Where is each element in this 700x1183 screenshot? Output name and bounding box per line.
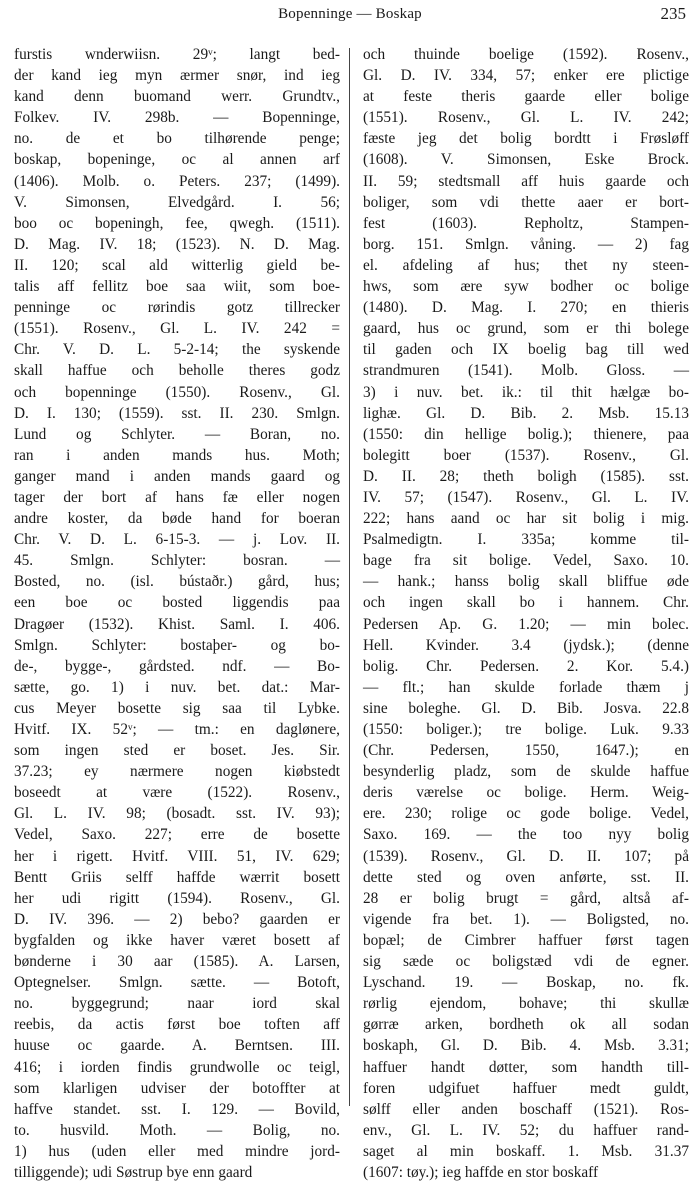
text-line: ran i anden mands hus. Moth;: [14, 446, 340, 464]
text-line: gaard, hus oc grund, som er thi bolege: [363, 320, 689, 338]
text-line: (1551). Rosenv., Gl. L. IV. 242 =: [14, 320, 340, 338]
page-number: 235: [660, 4, 686, 23]
text-line: 222; hans aand oc har sit bolig i mig.: [363, 510, 689, 528]
text-line: her i rigett. Hvitf. VIII. 51, IV. 629;: [14, 847, 340, 865]
text-line: (Chr. Pedersen, 1550, 1647.); en: [363, 742, 689, 760]
column-divider: [349, 48, 350, 1106]
text-line: Gl. L. IV. 98; (bosadt. sst. IV. 93);: [14, 805, 340, 823]
text-line: el. afdeling af hus; thet ny steen-: [363, 256, 689, 274]
text-line: penninge oc rørindis gotz tillrecker: [14, 299, 340, 317]
text-line: bolig. Chr. Pedersen. 2. Kor. 5.4.): [363, 657, 689, 675]
text-line: dette sted og oven anførte, sst. II.: [363, 868, 689, 886]
text-line: Hell. Kvinder. 3.4 (jydsk.); (denne: [363, 636, 689, 654]
text-line: haffuer handt døtter, som handth till-: [363, 1058, 689, 1076]
text-line: som klarligen udviser der botoffter at: [14, 1079, 340, 1097]
text-line: och thuinde boelige (1592). Rosenv.,: [363, 46, 689, 63]
text-line: (1607: tøy.); ieg haffde en stor boskaff: [363, 1163, 599, 1181]
text-line: Gl. D. IV. 334, 57; enker ere plictige: [363, 67, 689, 85]
text-line: II. 120; scal ald witterlig gield be-: [14, 256, 340, 274]
text-line: vigende fra bet. 1). — Boligsted, no.: [363, 910, 689, 928]
text-line: som ingen sted er boset. Jes. Sir.: [14, 742, 340, 760]
text-line: Vedel, Saxo. 227; erre de bosette: [14, 826, 340, 844]
text-line: Chr. V. D. L. 5-2-14; the syskende: [14, 341, 340, 359]
text-line: och bopenninge (1550). Rosenv., Gl.: [14, 383, 340, 401]
text-line: at feste theris gaarde eller bolige: [363, 88, 689, 106]
text-line: saget al min boskaff. 1. Msb. 31.37: [363, 1142, 689, 1160]
text-line: besynderlig pladz, som de skulde haffue: [363, 763, 689, 781]
text-line: (1406). Molb. o. Peters. 237; (1499).: [14, 172, 340, 190]
text-line: Bosted, no. (isl. bústaðr.) gård, hus;: [14, 573, 340, 591]
text-line: Smlgn. Schlyter: bostaþer- og bo-: [14, 636, 340, 654]
text-line: lighæ. Gl. D. Bib. 2. Msb. 15.13: [363, 404, 689, 422]
text-line: (1550: boliger.); tre bolige. Luk. 9.33: [363, 721, 689, 738]
text-line: Chr. V. D. L. 6-15-3. — j. Lov. II.: [14, 531, 340, 549]
text-line: een boe oc bosted liggendis paa: [14, 594, 340, 612]
text-line: 3) i nuv. bet. ik.: til thit hælgæ bo-: [363, 383, 689, 401]
text-line: IV. 57; (1547). Rosenv., Gl. L. IV.: [363, 488, 689, 506]
text-line: V. Simonsen, Elvedgård. I. 56;: [14, 193, 340, 211]
text-line: (1480). D. Mag. I. 270; en thieris: [363, 299, 689, 317]
text-line: 1) hus (uden eller med mindre jord-: [14, 1142, 340, 1160]
text-line: huuse oc gaarde. A. Berntsen. III.: [14, 1037, 340, 1055]
text-line: no. byggegrund; naar iord skal: [14, 995, 340, 1013]
text-line: 37.23; ey nærmere nogen kiøbstedt: [14, 763, 340, 781]
text-line: II. 59; stedtsmall aff huis gaarde och: [363, 172, 689, 190]
text-line: skall haffue och beholle theres godz: [14, 362, 340, 380]
text-line: bygfalden og ikke haver været bosett af: [14, 931, 340, 949]
text-line: to. husvild. Moth. — Bolig, no.: [14, 1121, 340, 1139]
text-line: Saxo. 169. — the too nyy bolig: [363, 826, 689, 844]
text-line: strandmuren (1541). Molb. Gloss. —: [363, 362, 689, 380]
text-line: 45. Smlgn. Schlyter: bosran. —: [14, 552, 340, 570]
text-line: bage fra sit bolige. Vedel, Saxo. 10.: [363, 552, 689, 570]
text-line: de-, bygge-, gårdsted. ndf. — Bo-: [14, 657, 340, 675]
text-line: Psalmedigtn. I. 335a; komme til-: [363, 531, 689, 549]
text-line: sætte, go. 1) i nuv. bet. dat.: Mar-: [14, 678, 340, 696]
text-line: boskaph, Gl. D. Bib. 4. Msb. 3.31;: [363, 1037, 689, 1055]
right-column: [363, 44, 689, 1181]
text-line: til gaden och IX boelig bag till wed: [363, 341, 689, 359]
text-line: D. II. 28; theth boligh (1585). sst.: [363, 467, 689, 485]
text-line: sine boleghe. Gl. D. Bib. Josva. 22.8: [363, 699, 689, 717]
text-line: boliger, som vdi thette aaer er bort-: [363, 193, 689, 211]
text-line: deris værelse oc bolige. Herm. Weig-: [363, 784, 689, 802]
text-line: hws, som ære syw bodher oc bolige: [363, 278, 689, 296]
text-line: no. de et bo tilhørende penge;: [14, 130, 340, 148]
text-line: gørræ arken, bordheth ok all sodan: [363, 1016, 689, 1034]
text-line: D. I. 130; (1559). sst. II. 230. Smlgn.: [14, 404, 340, 422]
text-line: tilliggende); udi Søstrup bye enn gaard: [14, 1163, 253, 1181]
text-line: Folkev. IV. 298b. — Bopenninge,: [14, 109, 340, 127]
text-line: Lund og Schlyter. — Boran, no.: [14, 425, 340, 443]
text-line: sølff eller anden boschaff (1521). Ros-: [363, 1100, 689, 1118]
text-line: 28 er bolig brugt = gård, altså af-: [363, 889, 689, 907]
text-line: env., Gl. L. IV. 52; du haffuer rand-: [363, 1121, 689, 1139]
text-line: fæste jeg det bolig bordtt i Frøsløff: [363, 130, 689, 148]
text-line: (1608). V. Simonsen, Eske Brock.: [363, 151, 689, 169]
text-line: boseedt at være (1522). Rosenv.,: [14, 784, 340, 802]
running-head: Bopenninge — Boskap: [278, 6, 422, 22]
text-line: D. IV. 396. — 2) bebo? gaarden er: [14, 910, 340, 928]
text-line: haffve standet. sst. I. 129. — Bovild,: [14, 1100, 340, 1118]
text-line: cus Meyer bosette sig saa til Lybke.: [14, 699, 340, 717]
text-line: kand denn buomand werr. Grundtv.,: [14, 88, 340, 106]
text-line: talis aff fellitz boe saa wiit, som boe-: [14, 278, 340, 296]
text-line: Lyschand. 19. — Boskap, no. fk.: [363, 974, 689, 992]
text-line: der kand ieg myn ærmer snør, ind ieg: [14, 67, 340, 85]
text-line: (1539). Rosenv., Gl. D. II. 107; på: [363, 847, 689, 865]
text-line: Hvitf. IX. 52ᵛ; — tm.: en daglønere,: [14, 721, 340, 738]
text-line: (1551). Rosenv., Gl. L. IV. 242;: [363, 109, 689, 127]
text-line: bopæl; de Cimbrer haffuer først tagen: [363, 931, 689, 949]
text-line: boskap, bopeninge, oc al annen arf: [14, 151, 340, 169]
text-line: fest (1603). Repholtz, Stampen-: [363, 214, 689, 232]
left-column: [14, 44, 340, 1181]
text-line: och ingen skall bo i hannem. Chr.: [363, 594, 689, 612]
text-line: her udi rigitt (1594). Rosenv., Gl.: [14, 889, 340, 907]
text-line: reebis, da actis først boe toften aff: [14, 1016, 340, 1034]
text-line: — hank.; hanss bolig skall bliffue øde: [363, 573, 689, 591]
text-line: Bentt Griis selff haffde wærrit bosett: [14, 868, 340, 886]
text-line: boo oc bopeningh, fee, qwegh. (1511).: [14, 214, 340, 232]
text-line: Pedersen Ap. G. 1.20; — min bolec.: [363, 615, 689, 633]
text-line: borg. 151. Smlgn. våning. — 2) fag: [363, 235, 689, 253]
text-line: Dragøer (1532). Khist. Saml. I. 406.: [14, 615, 340, 633]
text-line: rørlig ejendom, bohave; thi skullæ: [363, 995, 689, 1013]
text-line: ganger mand i anden mands gaard og: [14, 467, 340, 485]
text-line: Optegnelser. Smlgn. sætte. — Botoft,: [14, 974, 340, 992]
text-line: 416; i iorden findis grundwolle oc teigl,: [14, 1058, 340, 1076]
text-line: sig sæde oc boligstæd vdi de egner.: [363, 953, 689, 971]
text-line: (1550: din hellige bolig.); thienere, paa: [363, 425, 689, 443]
text-line: tager der bort af hans fæ eller nogen: [14, 488, 340, 506]
page-header: [0, 0, 700, 40]
text-line: foren udgifuet haffuer medt guldt,: [363, 1079, 689, 1097]
text-line: bolegitt boer (1537). Rosenv., Gl.: [363, 446, 689, 464]
text-line: D. Mag. IV. 18; (1523). N. D. Mag.: [14, 235, 340, 253]
text-line: ere. 230; rolige oc gode bolige. Vedel,: [363, 805, 689, 823]
text-line: bønderne i 30 aar (1585). A. Larsen,: [14, 953, 340, 971]
text-line: — flt.; han skulde forlade thæm j: [363, 678, 689, 696]
text-line: andre koster, da bøde hand for boeran: [14, 510, 340, 528]
text-line: furstis wnderwiisn. 29ᵛ; langt bed-: [14, 46, 340, 63]
